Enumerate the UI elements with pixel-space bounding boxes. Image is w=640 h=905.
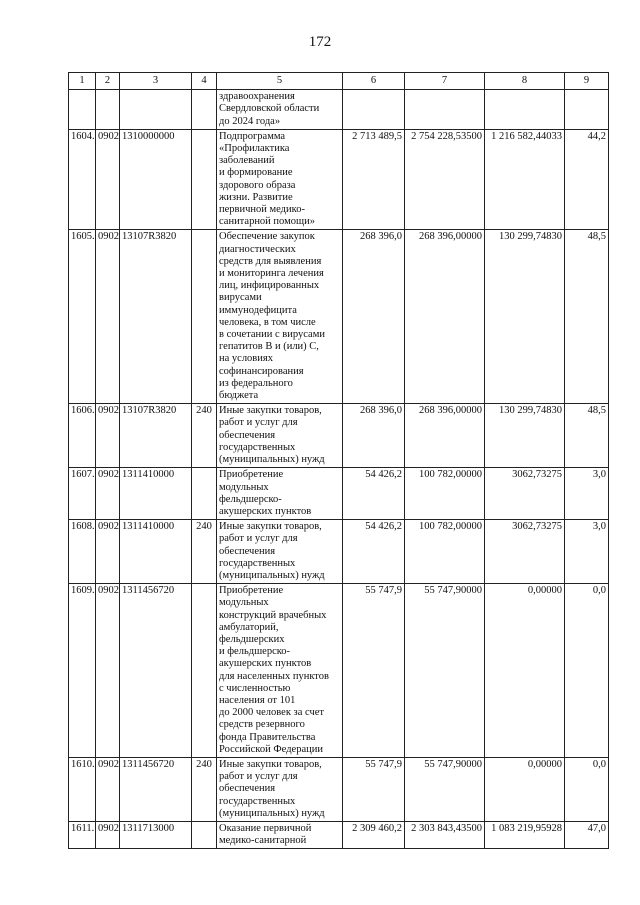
row-number-cell: 1608. bbox=[69, 520, 96, 584]
table-row bbox=[69, 757, 609, 821]
item-name-cell: Приобретение модульных фельдшерско- акушерских пунктов bbox=[217, 468, 343, 520]
refined-amount-cell: 268 396,00000 bbox=[405, 230, 485, 404]
percent-cell: 47,0 bbox=[565, 821, 609, 848]
column-header-6: 6 bbox=[343, 73, 405, 90]
executed-amount-cell: 1 083 219,95928 bbox=[485, 821, 565, 848]
planned-amount-cell: 268 396,0 bbox=[343, 404, 405, 468]
percent-cell: 48,5 bbox=[565, 230, 609, 404]
section-code-cell: 0902 bbox=[96, 520, 120, 584]
expense-type-cell: 240 bbox=[192, 520, 217, 584]
percent-cell: 3,0 bbox=[565, 520, 609, 584]
expense-type-cell bbox=[192, 129, 217, 230]
section-code-cell: 0902 bbox=[96, 584, 120, 758]
percent-cell: 44,2 bbox=[565, 129, 609, 230]
table-header-row bbox=[69, 73, 609, 90]
row-number-cell: 1609. bbox=[69, 584, 96, 758]
column-header-9: 9 bbox=[565, 73, 609, 90]
table-row bbox=[69, 821, 609, 848]
refined-amount-cell: 55 747,90000 bbox=[405, 757, 485, 821]
planned-amount-cell: 55 747,9 bbox=[343, 584, 405, 758]
section-code-cell: 0902 bbox=[96, 468, 120, 520]
executed-amount-cell: 0,00000 bbox=[485, 757, 565, 821]
target-code-cell: 1311713000 bbox=[120, 821, 192, 848]
target-code-cell: 1311410000 bbox=[120, 468, 192, 520]
item-name-cell: Иные закупки товаров, работ и услуг для обеспечения государственных (муниципальных) нужд bbox=[217, 520, 343, 584]
planned-amount-cell: 268 396,0 bbox=[343, 230, 405, 404]
table-row bbox=[69, 90, 609, 130]
row-number-cell: 1610. bbox=[69, 757, 96, 821]
expense-type-cell bbox=[192, 468, 217, 520]
column-header-1: 1 bbox=[69, 73, 96, 90]
target-code-cell bbox=[120, 90, 192, 130]
percent-cell: 0,0 bbox=[565, 757, 609, 821]
table-row bbox=[69, 129, 609, 230]
row-number-cell: 1604. bbox=[69, 129, 96, 230]
table-row bbox=[69, 468, 609, 520]
item-name-cell: здравоохранения Свердловской области до 2024 года» bbox=[217, 90, 343, 130]
budget-table bbox=[68, 72, 609, 849]
refined-amount-cell: 2 303 843,43500 bbox=[405, 821, 485, 848]
refined-amount-cell: 55 747,90000 bbox=[405, 584, 485, 758]
expense-type-cell: 240 bbox=[192, 757, 217, 821]
table-row bbox=[69, 584, 609, 758]
row-number-cell: 1611. bbox=[69, 821, 96, 848]
target-code-cell: 1311456720 bbox=[120, 757, 192, 821]
section-code-cell bbox=[96, 90, 120, 130]
refined-amount-cell: 100 782,00000 bbox=[405, 468, 485, 520]
planned-amount-cell: 2 309 460,2 bbox=[343, 821, 405, 848]
executed-amount-cell: 3062,73275 bbox=[485, 520, 565, 584]
expense-type-cell bbox=[192, 821, 217, 848]
target-code-cell: 1311456720 bbox=[120, 584, 192, 758]
table-body bbox=[69, 90, 609, 849]
planned-amount-cell: 55 747,9 bbox=[343, 757, 405, 821]
column-header-5: 5 bbox=[217, 73, 343, 90]
refined-amount-cell: 100 782,00000 bbox=[405, 520, 485, 584]
table-row bbox=[69, 404, 609, 468]
row-number-cell: 1605. bbox=[69, 230, 96, 404]
target-code-cell: 13107R3820 bbox=[120, 404, 192, 468]
expense-type-cell bbox=[192, 230, 217, 404]
page-number: 172 bbox=[308, 34, 332, 50]
refined-amount-cell: 268 396,00000 bbox=[405, 404, 485, 468]
planned-amount-cell: 54 426,2 bbox=[343, 468, 405, 520]
percent-cell: 3,0 bbox=[565, 468, 609, 520]
item-name-cell: Иные закупки товаров, работ и услуг для обеспечения государственных (муниципальных) нужд bbox=[217, 757, 343, 821]
table-row bbox=[69, 520, 609, 584]
executed-amount-cell: 3062,73275 bbox=[485, 468, 565, 520]
refined-amount-cell: 2 754 228,53500 bbox=[405, 129, 485, 230]
section-code-cell: 0902 bbox=[96, 757, 120, 821]
row-number-cell: 1606. bbox=[69, 404, 96, 468]
section-code-cell: 0902 bbox=[96, 129, 120, 230]
target-code-cell: 1310000000 bbox=[120, 129, 192, 230]
refined-amount-cell bbox=[405, 90, 485, 130]
section-code-cell: 0902 bbox=[96, 230, 120, 404]
executed-amount-cell bbox=[485, 90, 565, 130]
column-header-2: 2 bbox=[96, 73, 120, 90]
item-name-cell: Иные закупки товаров, работ и услуг для обеспечения государственных (муниципальных) нужд bbox=[217, 404, 343, 468]
planned-amount-cell: 2 713 489,5 bbox=[343, 129, 405, 230]
target-code-cell: 1311410000 bbox=[120, 520, 192, 584]
percent-cell: 48,5 bbox=[565, 404, 609, 468]
expense-type-cell bbox=[192, 584, 217, 758]
expense-type-cell bbox=[192, 90, 217, 130]
executed-amount-cell: 130 299,74830 bbox=[485, 230, 565, 404]
item-name-cell: Приобретение модульных конструкций врачебных амбулаторий, фельдшерских и фельдшерско- акушерских пунктов для населенных пунктов с численностью населения от 101 до 2000 человек за счет средств резервного фонда Правительства Российской Федерации bbox=[217, 584, 343, 758]
percent-cell bbox=[565, 90, 609, 130]
column-header-3: 3 bbox=[120, 73, 192, 90]
item-name-cell: Оказание первичной медико-санитарной bbox=[217, 821, 343, 848]
executed-amount-cell: 130 299,74830 bbox=[485, 404, 565, 468]
percent-cell: 0,0 bbox=[565, 584, 609, 758]
section-code-cell: 0902 bbox=[96, 821, 120, 848]
column-header-8: 8 bbox=[485, 73, 565, 90]
table-row bbox=[69, 230, 609, 404]
expense-type-cell: 240 bbox=[192, 404, 217, 468]
column-header-4: 4 bbox=[192, 73, 217, 90]
planned-amount-cell bbox=[343, 90, 405, 130]
target-code-cell: 13107R3820 bbox=[120, 230, 192, 404]
row-number-cell bbox=[69, 90, 96, 130]
column-header-7: 7 bbox=[405, 73, 485, 90]
section-code-cell: 0902 bbox=[96, 404, 120, 468]
executed-amount-cell: 0,00000 bbox=[485, 584, 565, 758]
item-name-cell: Подпрограмма «Профилактика заболеваний и формирование здорового образа жизни. Развитие первичной медико- санитарной помощи» bbox=[217, 129, 343, 230]
planned-amount-cell: 54 426,2 bbox=[343, 520, 405, 584]
item-name-cell: Обеспечение закупок диагностических средств для выявления и мониторинга лечения лиц, инфицированных вирусами иммунодефицита человека, в том числе в сочетании с вирусами гепатитов В и (или) С, на условиях софинансирования из федерального бюджета bbox=[217, 230, 343, 404]
row-number-cell: 1607. bbox=[69, 468, 96, 520]
executed-amount-cell: 1 216 582,44033 bbox=[485, 129, 565, 230]
